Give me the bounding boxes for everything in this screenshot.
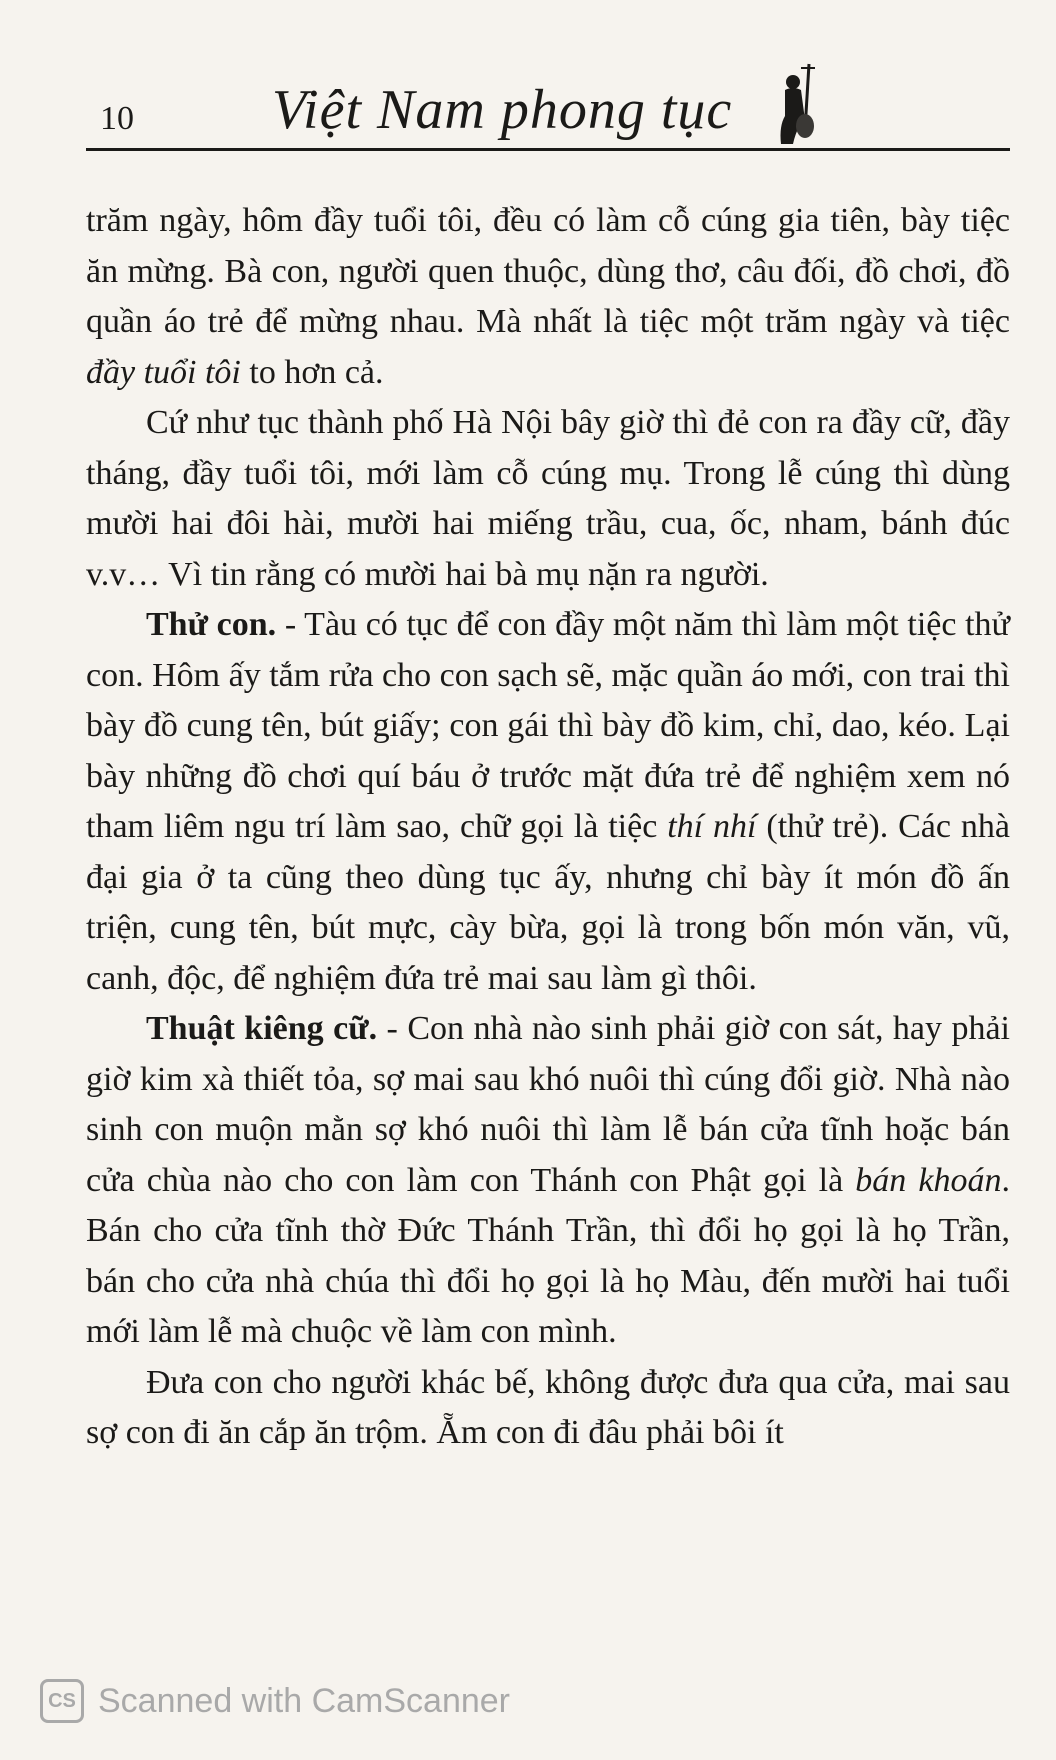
scanner-text: Scanned with CamScanner [98, 1681, 511, 1720]
camscanner-logo-icon: CS [40, 1679, 84, 1723]
book-title: Việt Nam phong tục [272, 79, 733, 141]
text-run: Đưa con cho người khác bế, không được đưa qua cửa, mai sau sợ con đi ăn cắp ăn trộm. Ẵm con đi đâu phải bôi ít [86, 1363, 1010, 1451]
scanner-watermark [40, 1676, 510, 1726]
page-number: 10 [100, 100, 134, 137]
section-heading: Thử con. [146, 606, 277, 643]
paragraph [86, 1358, 1010, 1459]
section-heading: Thuật kiêng cữ. [146, 1010, 378, 1047]
emphasized-term: đầy tuổi tôi [86, 353, 241, 391]
text-run: - Tàu có tục để con đầy một năm thì làm một tiệc thử con. Hôm ấy tắm rửa cho con sạch sẽ, mặc quần áo mới, con trai thì bày đồ cung tên, bút giấy; con gái thì bày đồ kim, chỉ, dao, kéo. Lại bày những đồ chơi quí báu ở trước mặt đứa trẻ để nghiệm xem nó tham liêm ngu trí làm sao, chữ gọi là tiệc [86, 606, 1010, 845]
page-header [86, 60, 1010, 152]
text-run: (thử trẻ). Các nhà đại gia ở ta cũng theo dùng tục ấy, nhưng chỉ bày ít món đồ ấn triện, cung tên, bút mực, cày bừa, gọi là trong bốn món văn, vũ, canh, độc, để nghiệm đứa trẻ mai sau làm gì thôi. [86, 808, 1010, 997]
paragraph [86, 600, 1010, 1004]
musician-figure-icon [771, 60, 831, 150]
paragraph [86, 1004, 1010, 1358]
text-run: to hơn cả. [240, 353, 384, 391]
body-text [86, 196, 1010, 1459]
header-rule [86, 148, 1010, 151]
paragraph [86, 196, 1010, 398]
text-run: . Bán cho cửa tĩnh thờ Đức Thánh Trần, thì đổi họ gọi là họ Trần, bán cho cửa nhà chúa thì đổi họ gọi là họ Màu, đến mười hai tuổi mới làm lễ mà chuộc về làm con mình. [86, 1161, 1011, 1350]
text-run: - Con nhà nào sinh phải giờ con sát, hay phải giờ kim xà thiết tỏa, sợ mai sau khó nuôi thì cúng đổi giờ. Nhà nào sinh con muộn mằn sợ khó nuôi thì làm lễ bán cửa tĩnh hoặc bán cửa chùa nào cho con làm con Thánh con Phật gọi là [86, 1010, 1010, 1199]
text-run: Cứ như tục thành phố Hà Nội bây giờ thì đẻ con ra đầy cữ, đầy tháng, đầy tuổi tôi, mới làm cỗ cúng mụ. Trong lễ cúng thì dùng mười hai đôi hài, mười hai miếng trầu, cua, ốc, nham, bánh đúc v.v… Vì tin rằng có mười hai bà mụ nặn ra người. [86, 404, 1010, 593]
paragraph [86, 398, 1010, 600]
text-run: trăm ngày, hôm đầy tuổi tôi, đều có làm cỗ cúng gia tiên, bày tiệc ăn mừng. Bà con, người quen thuộc, dùng thơ, câu đối, đồ chơi, đồ quần áo trẻ để mừng nhau. Mà nhất là tiệc một trăm ngày và tiệc [86, 202, 1010, 340]
emphasized-term: bán khoán [855, 1161, 1002, 1199]
emphasized-term: thí nhí [667, 808, 757, 845]
